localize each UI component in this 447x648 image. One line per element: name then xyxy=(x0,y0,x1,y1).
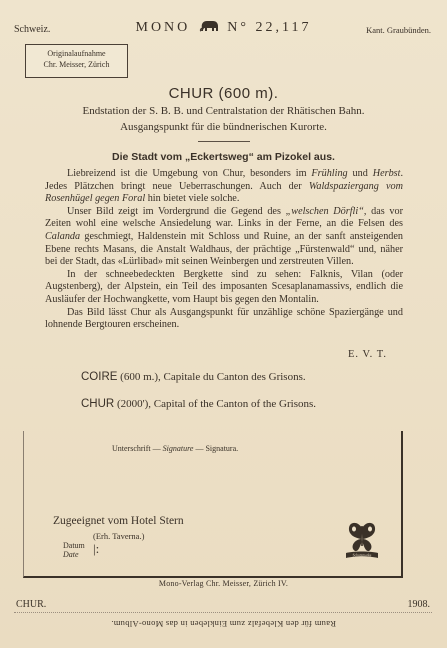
page-title: CHUR (600 m). xyxy=(168,85,279,102)
brand-name: MONO xyxy=(135,20,191,35)
author-initials: E. V. T. xyxy=(347,349,387,360)
album-mounting-note: Raum für den Klebefalz zum Einkleben in das Mono-Album. xyxy=(111,619,336,629)
paragraph-2: Unser Bild zeigt im Vordergrund die Gegend des „welschen Dörfli“, das vor Zeiten wohl eine welsche Ansiedelung war. Links in der Ferne, an die Felsen des Calanda geschmiegt, Haldenstein mit Schloss und Ruine, an der sanft ansteigenden Ebene rechts Masans, die Anstalt Waldhaus, der prächtige „Fürstenwald“ und, näher bei der Stadt, das «Lürlibad» mit seinen Weinbergen und zerstreuten Villen. xyxy=(45,205,403,268)
english-caption: CHUR (2000'), Capital of the Canton of the Grisons. xyxy=(81,398,317,410)
divider xyxy=(198,141,250,142)
credit-line-1: Originalaufnahme xyxy=(47,49,106,58)
footer-divider xyxy=(14,612,432,613)
subtitle-2: Ausgangspunkt für die bündnerischen Kurorte. xyxy=(120,121,327,133)
subtitle-1: Endstation der S. B. B. und Centralstation der Rhätischen Bahn. xyxy=(82,105,365,117)
footer-place: CHUR. xyxy=(16,599,47,610)
card-number: N° 22,117 xyxy=(227,20,312,35)
description-body xyxy=(45,168,403,332)
french-caption: COIRE (600 m.), Capitale du Canton des Grisons. xyxy=(81,371,306,383)
logo-lettering: Schutzmarke xyxy=(352,553,372,558)
photo-credit-box xyxy=(25,44,128,78)
header-canton: Kant. Graubünden. xyxy=(366,25,431,35)
elephant-icon xyxy=(199,19,219,32)
date-bracket: |: xyxy=(93,541,100,556)
section-heading: Die Stadt vom „Eckertsweg“ am Pizokel aus. xyxy=(112,151,335,163)
paragraph-4: Das Bild lässt Chur als Ausgangspunkt für unzählige schöne Spaziergänge und lohnende Bergtouren erscheinen. xyxy=(45,306,403,331)
footer-year: 1908. xyxy=(407,599,430,610)
paragraph-3: In der schneebedeckten Bergkette sind zu sehen: Falknis, Vilan (oder Augstenberg), der Alpstein, ein Teil des imposanten Scesaplanamassivs, endlich die Ausläufer der Hochwangkette, vom Haupt bis gegen den Montalin. xyxy=(45,268,403,305)
signature-line: Unterschrift — Signature — Signatura. xyxy=(112,444,239,453)
credit-line-2: Chr. Meisser, Zürich xyxy=(43,60,110,69)
hotel-owner: (Erh. Taverna.) xyxy=(93,531,145,541)
date-field-label: Datum Date xyxy=(63,541,85,559)
paragraph-1: Liebreizend ist die Umgebung von Chur, besonders im Frühling und Herbst. Jedes Plätzchen bringt neue Ueberraschungen. Auch der Waldspaziergang vom Rosenhügel gegen Foral hin bietet viele solche. xyxy=(45,168,404,205)
butterfly-logo-icon xyxy=(345,520,379,562)
publisher-line: Mono-Verlag Chr. Meisser, Zürich IV. xyxy=(158,579,289,588)
hotel-dedication: Zugeeignet vom Hotel Stern xyxy=(53,515,184,527)
header-country: Schweiz. xyxy=(14,24,51,35)
